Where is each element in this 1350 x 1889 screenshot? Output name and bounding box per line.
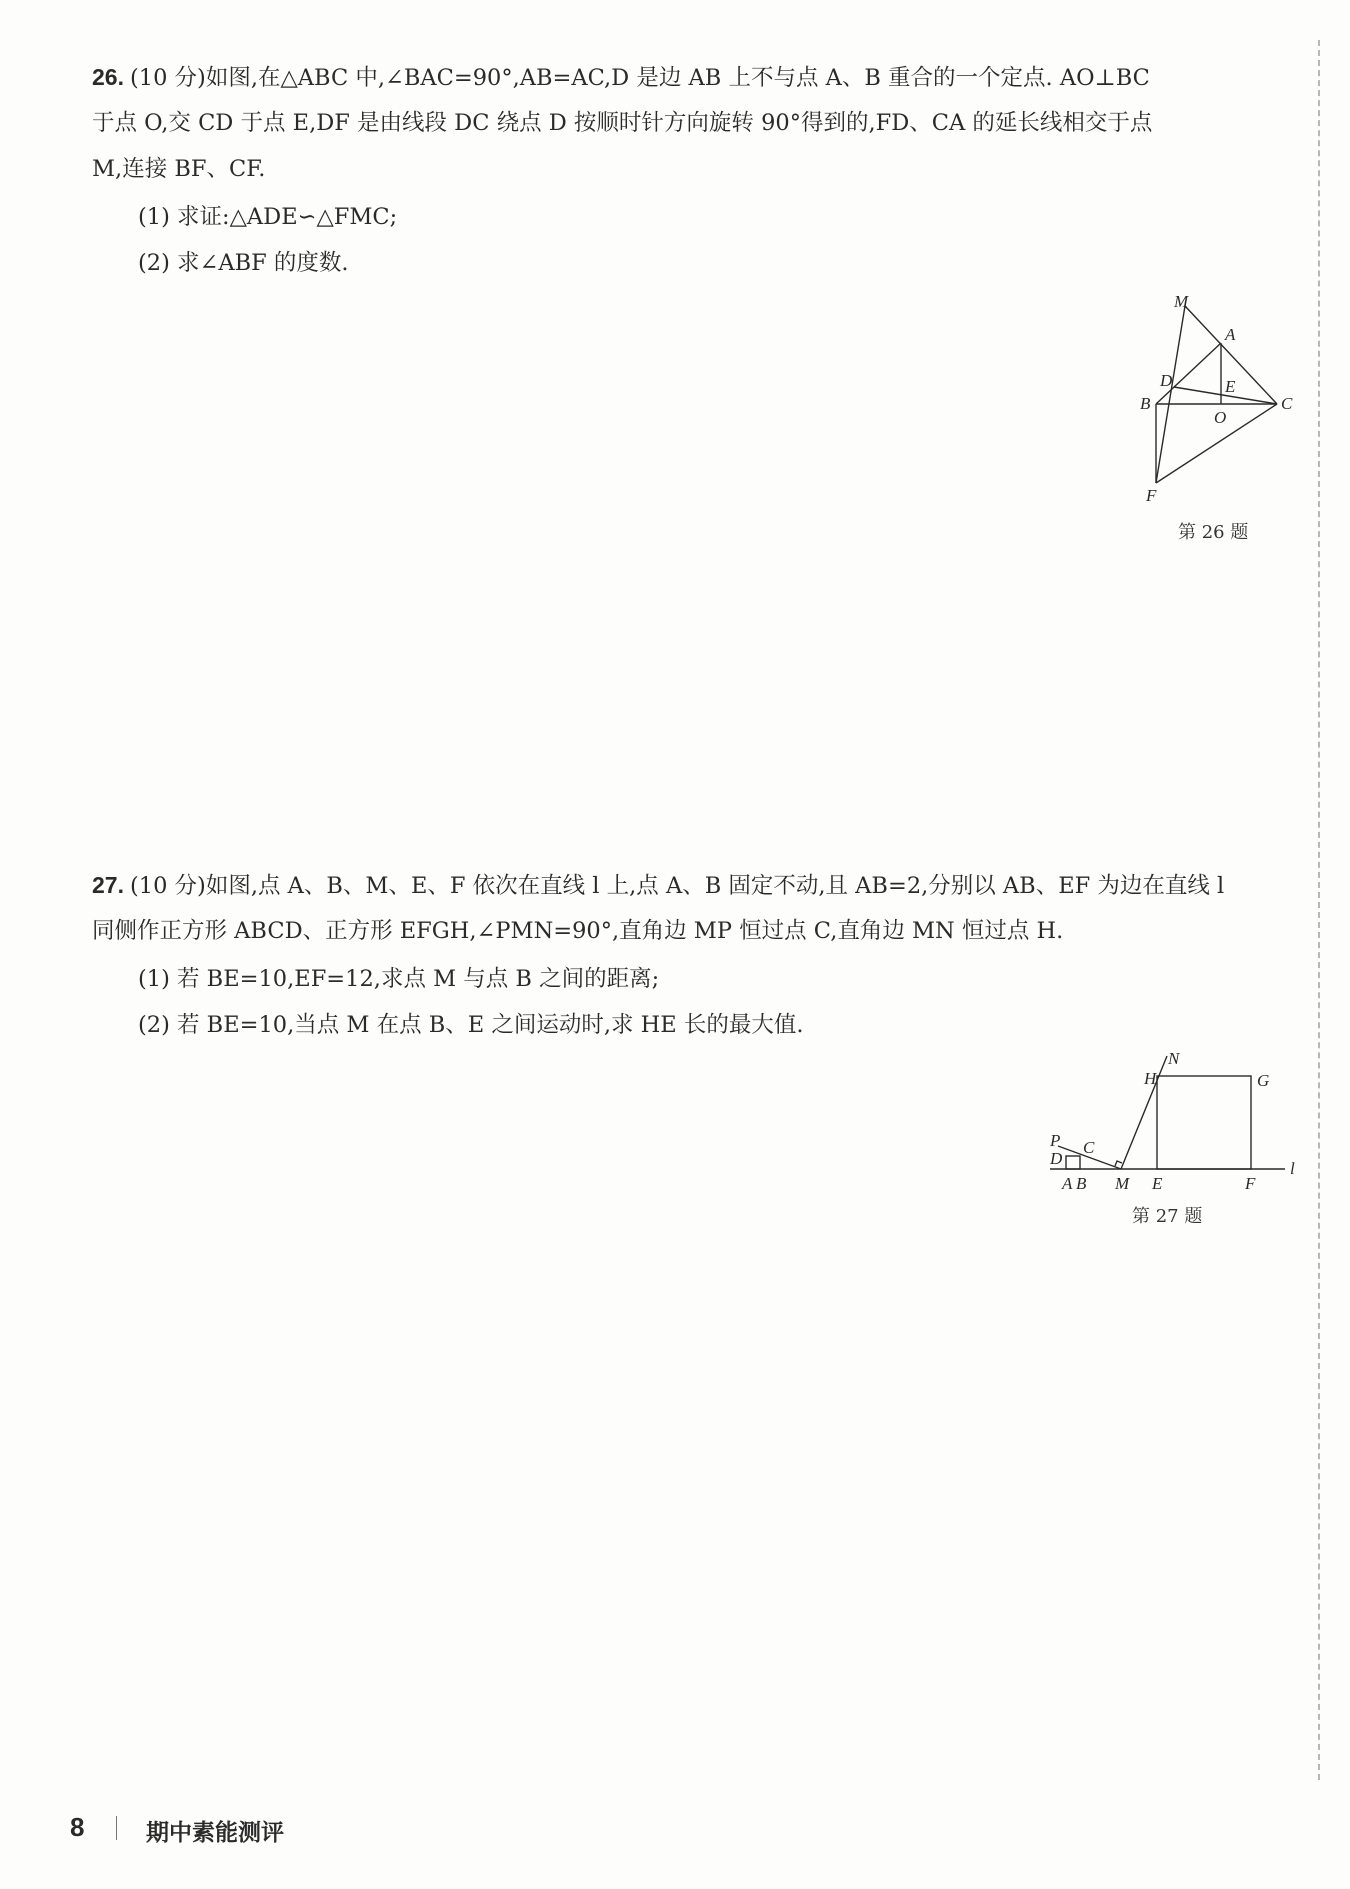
label-c: C bbox=[1281, 394, 1293, 413]
label-m: M bbox=[1115, 1174, 1130, 1193]
label-b: B bbox=[1076, 1174, 1087, 1193]
footer-title: 期中素能测评 bbox=[146, 1819, 284, 1845]
label-e: E bbox=[1225, 377, 1236, 396]
label-l: l bbox=[1290, 1159, 1295, 1178]
right-angle-marker bbox=[1115, 1161, 1122, 1166]
label-f: F bbox=[1146, 486, 1157, 505]
line-mf bbox=[1156, 306, 1185, 483]
problem-27-line-2: 同侧作正方形 ABCD、正方形 EFGH,∠PMN=90°,直角边 MP 恒过点 C,直角边 MN 恒过点 H. bbox=[92, 918, 1064, 944]
label-f: F bbox=[1245, 1174, 1256, 1193]
problem-27-question-2: (2) 若 BE=10,当点 M 在点 B、E 之间运动时,求 HE 长的最大值. bbox=[138, 1012, 804, 1038]
binding-margin-line bbox=[1318, 40, 1320, 1780]
label-g: G bbox=[1257, 1071, 1270, 1090]
footer-divider bbox=[116, 1816, 117, 1840]
label-a: A bbox=[1225, 325, 1236, 344]
problem-26-question-2: (2) 求∠ABF 的度数. bbox=[138, 250, 349, 276]
figure-26-caption: 第 26 题 bbox=[1178, 522, 1249, 543]
problem-26-figure bbox=[1120, 290, 1300, 510]
label-o: O bbox=[1214, 408, 1227, 427]
problem-26-line-3: M,连接 BF、CF. bbox=[92, 156, 266, 182]
label-c: C bbox=[1083, 1138, 1095, 1157]
problem-26-question-1: (1) 求证:△ADE∽△FMC; bbox=[138, 204, 398, 230]
problem-26-number: 26. bbox=[92, 64, 124, 90]
label-p: P bbox=[1050, 1131, 1061, 1150]
problem-27-question-1: (1) 若 BE=10,EF=12,求点 M 与点 B 之间的距离; bbox=[138, 966, 660, 992]
problem-26-line-1: 26. (10 分)如图,在△ABC 中,∠BAC=90°,AB=AC,D 是边 AB 上不与点 A、B 重合的一个定点. AO⊥BC bbox=[92, 64, 1150, 91]
page-number: 8 bbox=[70, 1812, 85, 1842]
problem-26-line-2: 于点 O,交 CD 于点 E,DF 是由线段 DC 绕点 D 按顺时针方向旋转 90°得到的,FD、CA 的延长线相交于点 bbox=[92, 110, 1153, 136]
problem-27-line-1: 27. (10 分)如图,点 A、B、M、E、F 依次在直线 l 上,点 A、B 固定不动,且 AB=2,分别以 AB、EF 为边在直线 l bbox=[92, 872, 1225, 899]
label-n: N bbox=[1168, 1049, 1180, 1068]
square-efgh bbox=[1157, 1076, 1251, 1169]
problem-27-number: 27. bbox=[92, 872, 124, 898]
label-e: E bbox=[1152, 1174, 1163, 1193]
label-d: D bbox=[1050, 1149, 1063, 1168]
square-abcd bbox=[1066, 1156, 1080, 1169]
figure-27-caption: 第 27 题 bbox=[1132, 1206, 1203, 1227]
label-m: M bbox=[1174, 292, 1189, 311]
label-d: D bbox=[1160, 371, 1173, 390]
problem-27-figure bbox=[1040, 1046, 1300, 1191]
label-b: B bbox=[1140, 394, 1151, 413]
label-a: A bbox=[1062, 1174, 1073, 1193]
label-h: H bbox=[1144, 1069, 1157, 1088]
